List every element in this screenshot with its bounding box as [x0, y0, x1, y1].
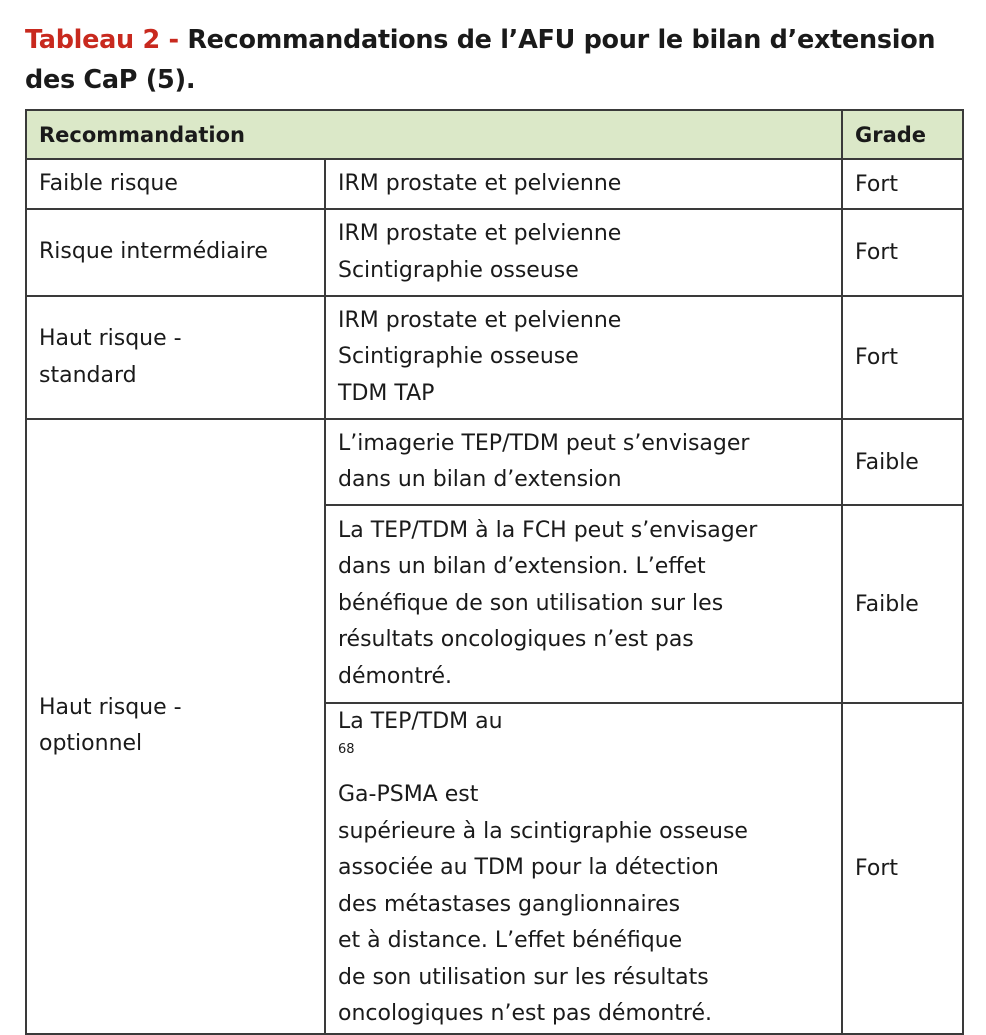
- exam-line: IRM prostate et pelvienne: [338, 170, 622, 196]
- grade-cell: Faible: [842, 419, 963, 505]
- header-grade: Grade: [842, 110, 963, 159]
- exam-line: oncologiques n’est pas démontré.: [338, 1001, 713, 1026]
- risk-label: Faible risque: [39, 170, 178, 196]
- exam-line: dans un bilan d’extension: [338, 467, 622, 492]
- exam-line: [338, 704, 829, 814]
- exam-cell: [325, 159, 842, 209]
- exam-text: Ga-PSMA est: [338, 782, 479, 807]
- risk-label: optionnel: [39, 731, 143, 757]
- table-row: [26, 419, 963, 505]
- grade-cell: Fort: [842, 296, 963, 419]
- title-line-2: des CaP (5).: [25, 65, 196, 95]
- exam-line: La TEP/TDM à la FCH peut s’envisager: [338, 517, 758, 543]
- header-recommendation: Recommandation: [26, 110, 842, 159]
- title-text: Recommandations de l’AFU pour le bilan d’extension: [187, 25, 936, 55]
- exam-line: IRM prostate et pelvienne: [338, 221, 622, 246]
- exam-cell: [325, 209, 842, 296]
- risk-label: Risque intermédiaire: [39, 239, 268, 265]
- exam-text: La TEP/TDM au: [338, 709, 503, 734]
- header-row: [26, 110, 963, 159]
- exam-line: Scintigraphie osseuse: [338, 344, 579, 370]
- exam-line: dans un bilan d’extension. L’effet: [338, 554, 706, 580]
- table-title: [25, 20, 965, 100]
- risk-label: Haut risque -: [39, 694, 182, 720]
- exam-cell: [325, 419, 842, 505]
- risk-label: Haut risque -: [39, 326, 182, 351]
- title-line-1: [25, 20, 965, 60]
- exam-line: résultats oncologiques n’est pas: [338, 627, 694, 653]
- exam-line: Scintigraphie osseuse: [338, 257, 579, 283]
- grade-cell: Fort: [842, 703, 963, 1034]
- exam-line: associée au TDM pour la détection: [338, 855, 719, 880]
- risk-cell: [26, 209, 325, 296]
- exam-cell: [325, 296, 842, 419]
- risk-cell: [26, 159, 325, 209]
- exam-line: bénéfique de son utilisation sur les: [338, 590, 724, 616]
- table-label: Tableau 2 -: [25, 25, 179, 55]
- table-row: [26, 159, 963, 209]
- exam-line: des métastases ganglionnaires: [338, 891, 681, 917]
- table-row: [26, 209, 963, 296]
- risk-cell: [26, 419, 325, 1034]
- exam-line: L’imagerie TEP/TDM peut s’envisager: [338, 430, 750, 456]
- exam-cell: [325, 505, 842, 703]
- exam-line: IRM prostate et pelvienne: [338, 307, 622, 333]
- table-row: [26, 296, 963, 419]
- grade-cell: Fort: [842, 159, 963, 209]
- exam-line: supérieure à la scintigraphie osseuse: [338, 818, 748, 844]
- risk-label: standard: [39, 362, 137, 388]
- exam-line: démontré.: [338, 663, 453, 689]
- exam-cell: [325, 703, 842, 1034]
- grade-cell: Fort: [842, 209, 963, 296]
- isotope-superscript: 68: [338, 741, 355, 757]
- recommendations-table: [25, 109, 964, 1035]
- risk-cell: [26, 296, 325, 419]
- exam-line: et à distance. L’effet bénéfique: [338, 928, 683, 953]
- exam-line: TDM TAP: [338, 380, 435, 406]
- exam-line: de son utilisation sur les résultats: [338, 964, 709, 990]
- grade-cell: Faible: [842, 505, 963, 703]
